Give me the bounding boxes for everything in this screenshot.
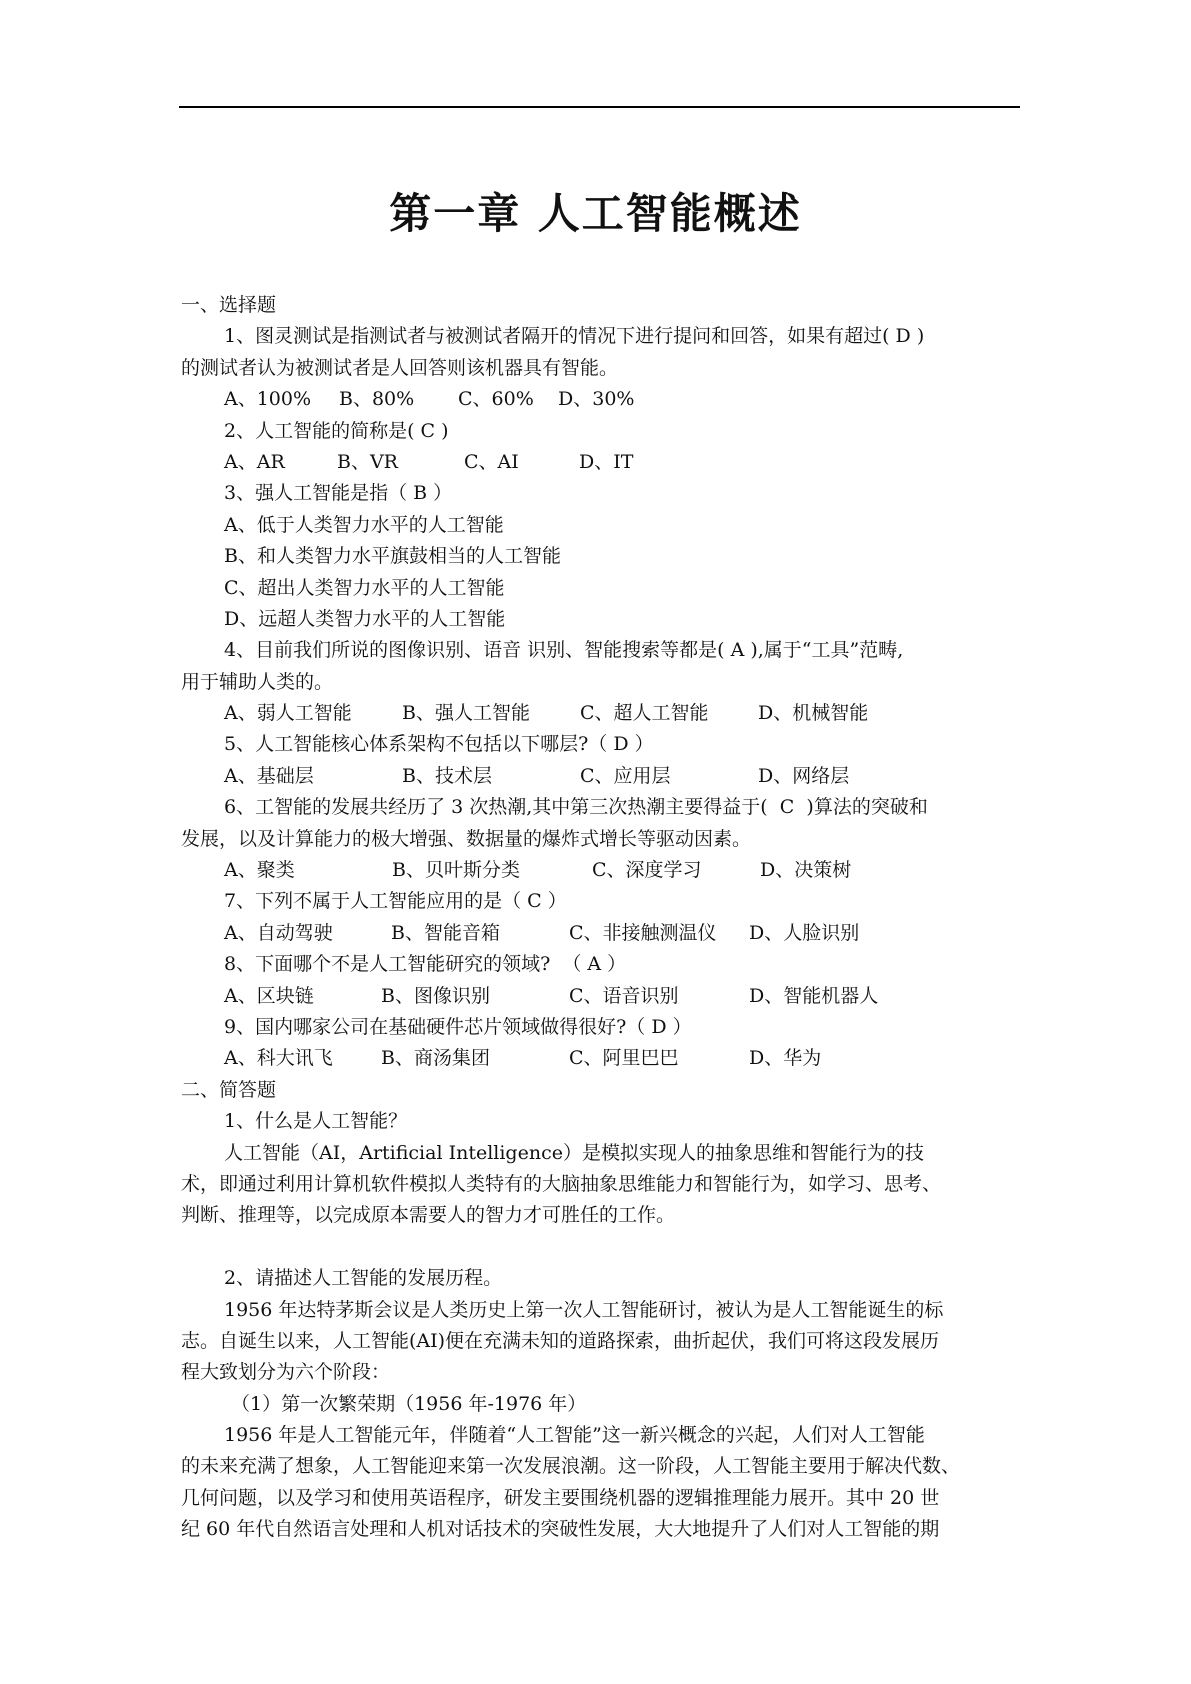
section-heading-choice: 一、选择题: [181, 294, 277, 316]
stage-1-line-4: 纪 60 年代自然语言处理和人机对话技术的突破性发展，大大地提升了人们对人工智能的期: [181, 1518, 940, 1541]
option-c: C、超出人类智力水平的人工智能: [224, 576, 505, 599]
option-d: D、人脸识别: [749, 921, 860, 944]
option-c: C、阿里巴巴: [569, 1047, 679, 1070]
option-b: B、VR: [337, 450, 398, 473]
short-question-1: 1、什么是人工智能？: [224, 1110, 408, 1133]
option-b: B、智能音箱: [391, 921, 500, 944]
stage-1-heading: （1）第一次繁荣期（1956 年-1976 年）: [231, 1392, 587, 1415]
question-2-line-1: 2、人工智能的简称是( C ): [224, 419, 449, 442]
option-d: D、30%: [558, 388, 635, 411]
question-6-line-1: 6、工智能的发展共经历了 3 次热潮,其中第三次热潮主要得益于( C )算法的突破和: [224, 796, 928, 819]
option-a: A、自动驾驶: [224, 921, 333, 944]
header-rule: [179, 106, 1020, 108]
chapter-title: 第一章 人工智能概述: [389, 189, 802, 238]
question-4-options: [181, 698, 1020, 729]
option-d: D、远超人类智力水平的人工智能: [224, 607, 506, 630]
stage-1-line-1: 1956 年是人工智能元年，伴随着“人工智能”这一新兴概念的兴起，人们对人工智能: [224, 1424, 925, 1447]
stage-1-line-2: 的未来充满了想象，人工智能迎来第一次发展浪潮。这一阶段，人工智能主要用于解决代数、: [181, 1455, 961, 1478]
question-1-line-1: 1、图灵测试是指测试者与被测试者隔开的情况下进行提问和回答，如果有超过( D ): [224, 325, 925, 348]
option-c: C、深度学习: [592, 859, 702, 882]
question-4-line-1: 4、目前我们所说的图像识别、语音 识别、智能搜索等都是( A ),属于“工具”范畴,: [224, 639, 904, 662]
document-body: [181, 290, 1020, 1546]
option-a: A、100%: [224, 388, 312, 411]
question-9-options: [181, 1043, 1020, 1074]
option-b: B、贝叶斯分类: [392, 859, 520, 882]
option-a: A、科大讯飞: [224, 1047, 333, 1070]
option-c: C、AI: [464, 450, 519, 473]
stage-1-line-3: 几何问题，以及学习和使用英语程序，研发主要围绕机器的逻辑推理能力展开。其中 20 世: [181, 1486, 940, 1509]
option-b: B、商汤集团: [381, 1047, 490, 1070]
option-d: D、决策树: [760, 859, 852, 882]
option-d: D、网络层: [758, 764, 850, 787]
answer-1-line-2: 术，即通过利用计算机软件模拟人类特有的大脑抽象思维能力和智能行为，如学习、思考、: [181, 1172, 942, 1195]
question-9-line-1: 9、国内哪家公司在基础硬件芯片领域做得很好?（ D ）: [224, 1015, 692, 1038]
option-b: B、技术层: [402, 764, 492, 787]
question-6-options: [181, 855, 1020, 886]
question-5-line-1: 5、人工智能核心体系架构不包括以下哪层?（ D ）: [224, 733, 654, 756]
question-6-line-2: 发展，以及计算能力的极大增强、数据量的爆炸式增长等驱动因素。: [181, 827, 752, 850]
question-8-line-1: 8、下面哪个不是人工智能研究的领域? （ A ）: [224, 953, 627, 976]
option-d: D、智能机器人: [749, 984, 879, 1007]
question-3-line-1: 3、强人工智能是指（ B ）: [224, 482, 453, 505]
question-7-line-1: 7、下列不属于人工智能应用的是（ C ）: [224, 890, 567, 913]
option-b: B、强人工智能: [402, 702, 530, 725]
question-4-line-2: 用于辅助人类的。: [181, 670, 334, 693]
option-a: A、低于人类智力水平的人工智能: [224, 513, 504, 536]
option-d: D、华为: [749, 1047, 822, 1070]
question-7-options: [181, 918, 1020, 949]
option-b: B、图像识别: [381, 984, 490, 1007]
answer-2-line-3: 程大致划分为六个阶段：: [181, 1361, 391, 1384]
short-question-2: 2、请描述人工智能的发展历程。: [224, 1267, 503, 1290]
question-5-options: [181, 761, 1020, 792]
blank-line: [181, 1232, 1020, 1263]
question-8-options: [181, 981, 1020, 1012]
option-a: A、区块链: [224, 984, 314, 1007]
option-b: B、和人类智力水平旗鼓相当的人工智能: [224, 545, 561, 568]
option-c: C、语音识别: [569, 984, 679, 1007]
option-d: D、机械智能: [758, 702, 869, 725]
answer-1-line-1: 人工智能（AI，Artificial Intelligence）是模拟实现人的抽象思维和智能行为的技: [224, 1141, 924, 1164]
question-2-options: [181, 447, 1020, 478]
answer-2-line-1: 1956 年达特茅斯会议是人类历史上第一次人工智能研讨，被认为是人工智能诞生的标: [224, 1298, 944, 1321]
option-c: C、应用层: [580, 764, 671, 787]
option-a: A、聚类: [224, 859, 295, 882]
answer-2-line-2: 志。自诞生以来，人工智能(AI)便在充满未知的道路探索，曲折起伏，我们可将这段发展历: [181, 1329, 940, 1352]
option-c: C、超人工智能: [580, 702, 709, 725]
option-c: C、非接触测温仪: [569, 921, 717, 944]
option-d: D、IT: [579, 450, 634, 473]
section-heading-short-answer: 二、简答题: [181, 1078, 277, 1101]
option-a: A、AR: [224, 450, 285, 473]
option-c: C、60%: [458, 388, 534, 411]
question-1-options: [181, 384, 1020, 415]
answer-1-line-3: 判断、推理等，以完成原本需要人的智力才可胜任的工作。: [181, 1204, 676, 1227]
option-a: A、基础层: [224, 764, 314, 787]
question-1-line-2: 的测试者认为被测试者是人回答则该机器具有智能。: [181, 356, 619, 379]
option-a: A、弱人工智能: [224, 702, 352, 725]
option-b: B、80%: [339, 388, 415, 411]
